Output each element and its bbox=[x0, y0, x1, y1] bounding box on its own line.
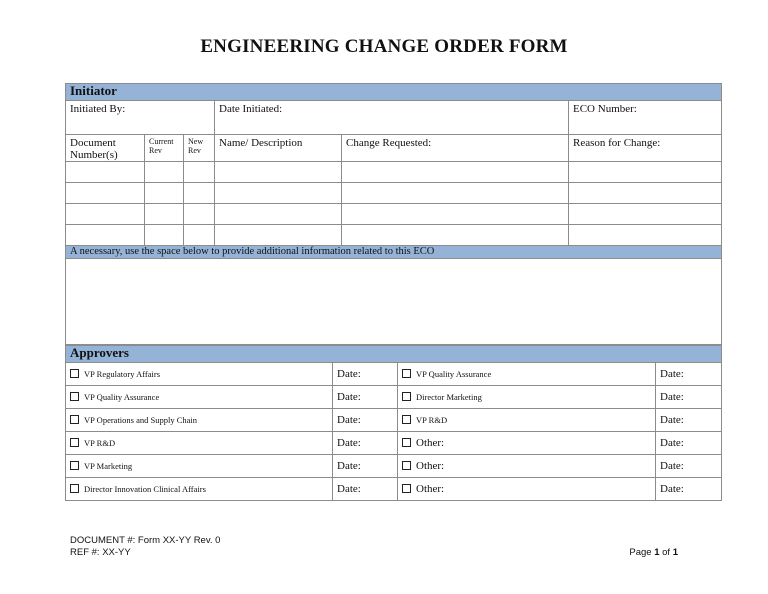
initiator-header: Initiator bbox=[66, 84, 722, 101]
approver-row bbox=[66, 478, 722, 501]
approver-label: VP Quality Assurance bbox=[416, 369, 492, 379]
approver-row bbox=[66, 455, 722, 478]
approver-label: Other: bbox=[416, 483, 445, 495]
approver-label: Other: bbox=[416, 460, 445, 472]
approver-label: VP Marketing bbox=[84, 461, 133, 471]
cell-input[interactable] bbox=[569, 162, 722, 183]
cell-input[interactable] bbox=[215, 225, 342, 246]
approver-checkbox[interactable] bbox=[70, 438, 79, 447]
approver-left-cell bbox=[66, 409, 333, 432]
approval-date-field[interactable]: Date: bbox=[656, 386, 722, 409]
additional-info-area[interactable] bbox=[66, 259, 722, 345]
table-row bbox=[66, 204, 722, 225]
approver-left-cell bbox=[66, 363, 333, 386]
approver-right-cell bbox=[398, 386, 656, 409]
approval-date-field[interactable]: Date: bbox=[333, 478, 398, 501]
cell-input[interactable] bbox=[66, 225, 145, 246]
ref-number: REF #: XX-YY bbox=[70, 547, 131, 558]
approver-right-cell bbox=[398, 478, 656, 501]
approver-right-cell bbox=[398, 432, 656, 455]
cell-input[interactable] bbox=[342, 204, 569, 225]
cell-input[interactable] bbox=[342, 162, 569, 183]
cell-input[interactable] bbox=[184, 162, 215, 183]
form-title: ENGINEERING CHANGE ORDER FORM bbox=[200, 36, 568, 57]
approver-label: Director Marketing bbox=[416, 392, 482, 402]
cell-input[interactable] bbox=[342, 225, 569, 246]
initiated-by-field[interactable]: Initiated By: bbox=[66, 101, 215, 135]
approval-date-field[interactable]: Date: bbox=[656, 478, 722, 501]
approvers-table bbox=[65, 345, 722, 501]
cell-input[interactable] bbox=[184, 204, 215, 225]
col-current-rev: Current Rev bbox=[145, 135, 184, 162]
approver-checkbox[interactable] bbox=[402, 369, 411, 378]
cell-input[interactable] bbox=[569, 225, 722, 246]
approver-checkbox[interactable] bbox=[402, 392, 411, 401]
table-row bbox=[66, 183, 722, 204]
col-reason-for-change: Reason for Change: bbox=[569, 135, 722, 162]
approver-left-cell bbox=[66, 478, 333, 501]
document-footer bbox=[70, 535, 220, 559]
page-current: 1 bbox=[654, 547, 660, 558]
approver-checkbox[interactable] bbox=[70, 415, 79, 424]
cell-input[interactable] bbox=[215, 183, 342, 204]
approval-date-field[interactable]: Date: bbox=[333, 386, 398, 409]
document-number: DOCUMENT #: Form XX-YY Rev. 0 bbox=[70, 535, 221, 546]
approver-left-cell bbox=[66, 455, 333, 478]
cell-input[interactable] bbox=[569, 183, 722, 204]
approver-row bbox=[66, 386, 722, 409]
approver-label: VP Quality Assurance bbox=[84, 392, 160, 402]
cell-input[interactable] bbox=[215, 204, 342, 225]
cell-input[interactable] bbox=[145, 204, 184, 225]
additional-info-note: A necessary, use the space below to provide additional information related to this ECO bbox=[66, 246, 722, 259]
cell-input[interactable] bbox=[569, 204, 722, 225]
approvers-header: Approvers bbox=[66, 346, 722, 363]
approver-label: VP R&D bbox=[416, 415, 448, 425]
cell-input[interactable] bbox=[215, 162, 342, 183]
approval-date-field[interactable]: Date: bbox=[333, 363, 398, 386]
approver-row bbox=[66, 432, 722, 455]
approver-checkbox[interactable] bbox=[70, 484, 79, 493]
approver-label: VP Regulatory Affairs bbox=[84, 369, 161, 379]
cell-input[interactable] bbox=[66, 183, 145, 204]
approver-checkbox[interactable] bbox=[402, 484, 411, 493]
approver-label: VP R&D bbox=[84, 438, 116, 448]
page-total: 1 bbox=[672, 547, 678, 558]
cell-input[interactable] bbox=[66, 162, 145, 183]
cell-input[interactable] bbox=[145, 162, 184, 183]
approval-date-field[interactable]: Date: bbox=[333, 432, 398, 455]
page-of: of bbox=[662, 547, 671, 558]
approver-checkbox[interactable] bbox=[402, 438, 411, 447]
approval-date-field[interactable]: Date: bbox=[656, 432, 722, 455]
cell-input[interactable] bbox=[342, 183, 569, 204]
approver-label: Other: bbox=[416, 437, 445, 449]
date-initiated-field[interactable]: Date Initiated: bbox=[215, 101, 569, 135]
approver-right-cell bbox=[398, 455, 656, 478]
approval-date-field[interactable]: Date: bbox=[656, 363, 722, 386]
initiator-table bbox=[65, 83, 722, 345]
approver-checkbox[interactable] bbox=[70, 461, 79, 470]
approver-checkbox[interactable] bbox=[70, 369, 79, 378]
col-document-number: Document Number(s) bbox=[66, 135, 145, 162]
approver-row bbox=[66, 363, 722, 386]
cell-input[interactable] bbox=[184, 225, 215, 246]
approval-date-field[interactable]: Date: bbox=[656, 409, 722, 432]
approver-right-cell bbox=[398, 363, 656, 386]
approver-checkbox[interactable] bbox=[70, 392, 79, 401]
cell-input[interactable] bbox=[145, 225, 184, 246]
cell-input[interactable] bbox=[184, 183, 215, 204]
eco-form bbox=[65, 83, 721, 501]
approval-date-field[interactable]: Date: bbox=[333, 455, 398, 478]
approval-date-field[interactable]: Date: bbox=[656, 455, 722, 478]
cell-input[interactable] bbox=[145, 183, 184, 204]
page-prefix: Page bbox=[629, 547, 652, 558]
approval-date-field[interactable]: Date: bbox=[333, 409, 398, 432]
table-row bbox=[66, 225, 722, 246]
approver-checkbox[interactable] bbox=[402, 461, 411, 470]
approver-label: VP Operations and Supply Chain bbox=[84, 415, 198, 425]
eco-number-field[interactable]: ECO Number: bbox=[569, 101, 722, 135]
col-change-requested: Change Requested: bbox=[342, 135, 569, 162]
table-row bbox=[66, 162, 722, 183]
col-new-rev: New Rev bbox=[184, 135, 215, 162]
approver-right-cell bbox=[398, 409, 656, 432]
approver-checkbox[interactable] bbox=[402, 415, 411, 424]
cell-input[interactable] bbox=[66, 204, 145, 225]
approver-left-cell bbox=[66, 432, 333, 455]
page-number bbox=[629, 547, 678, 558]
approver-row bbox=[66, 409, 722, 432]
approver-left-cell bbox=[66, 386, 333, 409]
approver-label: Director Innovation Clinical Affairs bbox=[84, 484, 206, 494]
col-name-description: Name/ Description bbox=[215, 135, 342, 162]
